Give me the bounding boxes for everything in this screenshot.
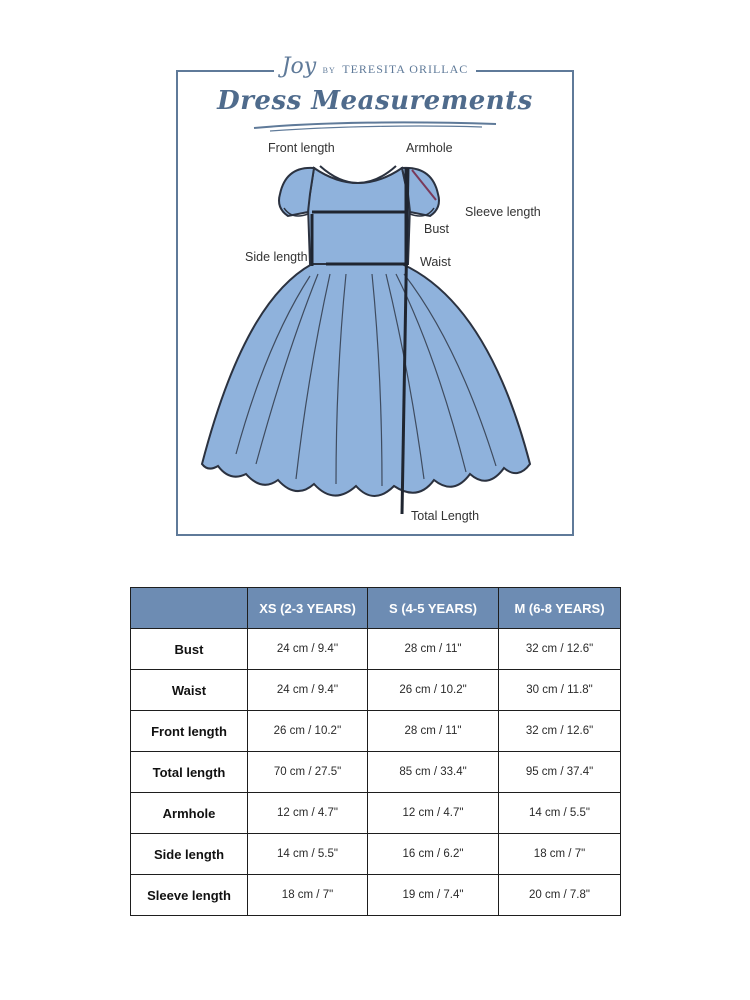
- cell-s: 85 cm / 33.4": [368, 752, 499, 793]
- table-row: [131, 834, 621, 875]
- row-label: Sleeve length: [131, 875, 248, 916]
- row-label: Armhole: [131, 793, 248, 834]
- table-row: [131, 793, 621, 834]
- cell-s: 28 cm / 11": [368, 629, 499, 670]
- label-sleeve-length: Sleeve length: [465, 205, 541, 219]
- cell-xs: 26 cm / 10.2'': [248, 711, 368, 752]
- label-total-length: Total Length: [411, 509, 480, 523]
- title-underline-flourish: [250, 118, 500, 132]
- label-front-length: Front length: [268, 141, 335, 155]
- cell-m: 32 cm / 12.6": [499, 629, 621, 670]
- brand-logo: [0, 54, 750, 79]
- cell-m: 14 cm / 5.5": [499, 793, 621, 834]
- cell-s: 28 cm / 11": [368, 711, 499, 752]
- cell-xs: 14 cm / 5.5": [248, 834, 368, 875]
- header-size-s: S (4-5 YEARS): [368, 588, 499, 629]
- table-row: [131, 629, 621, 670]
- size-chart-table: [130, 587, 621, 916]
- cell-s: 19 cm / 7.4": [368, 875, 499, 916]
- brand-wordmark: [274, 54, 477, 79]
- table-row: [131, 875, 621, 916]
- brand-by-text: BY: [322, 66, 336, 75]
- header-corner: [131, 588, 248, 629]
- page-title: Dress Measurements: [217, 86, 533, 116]
- cell-m: 95 cm / 37.4": [499, 752, 621, 793]
- cell-s: 16 cm / 6.2": [368, 834, 499, 875]
- label-bust: Bust: [424, 222, 450, 236]
- row-label: Waist: [131, 670, 248, 711]
- brand-logo-text: Joy: [281, 54, 317, 79]
- table-row: [131, 752, 621, 793]
- dress-illustration: [196, 134, 556, 524]
- label-side-length: Side length: [245, 250, 308, 264]
- row-label: Bust: [131, 629, 248, 670]
- row-label: Front length: [131, 711, 248, 752]
- cell-m: 20 cm / 7.8": [499, 875, 621, 916]
- cell-xs: 12 cm / 4.7": [248, 793, 368, 834]
- cell-m: 30 cm / 11.8": [499, 670, 621, 711]
- cell-s: 12 cm / 4.7": [368, 793, 499, 834]
- cell-xs: 70 cm / 27.5": [248, 752, 368, 793]
- header-size-m: M (6-8 YEARS): [499, 588, 621, 629]
- cell-xs: 24 cm / 9.4'': [248, 670, 368, 711]
- dress-skirt: [202, 264, 530, 496]
- label-armhole: Armhole: [406, 141, 453, 155]
- brand-name-text: TERESITA ORILLAC: [342, 62, 469, 76]
- row-label: Total length: [131, 752, 248, 793]
- header-size-xs: XS (2-3 YEARS): [248, 588, 368, 629]
- table-header-row: [131, 588, 621, 629]
- label-waist: Waist: [420, 255, 451, 269]
- row-label: Side length: [131, 834, 248, 875]
- cell-xs: 24 cm / 9.4'': [248, 629, 368, 670]
- cell-m: 18 cm / 7": [499, 834, 621, 875]
- table-row: [131, 711, 621, 752]
- cell-xs: 18 cm / 7": [248, 875, 368, 916]
- table-row: [131, 670, 621, 711]
- cell-m: 32 cm / 12.6": [499, 711, 621, 752]
- cell-s: 26 cm / 10.2": [368, 670, 499, 711]
